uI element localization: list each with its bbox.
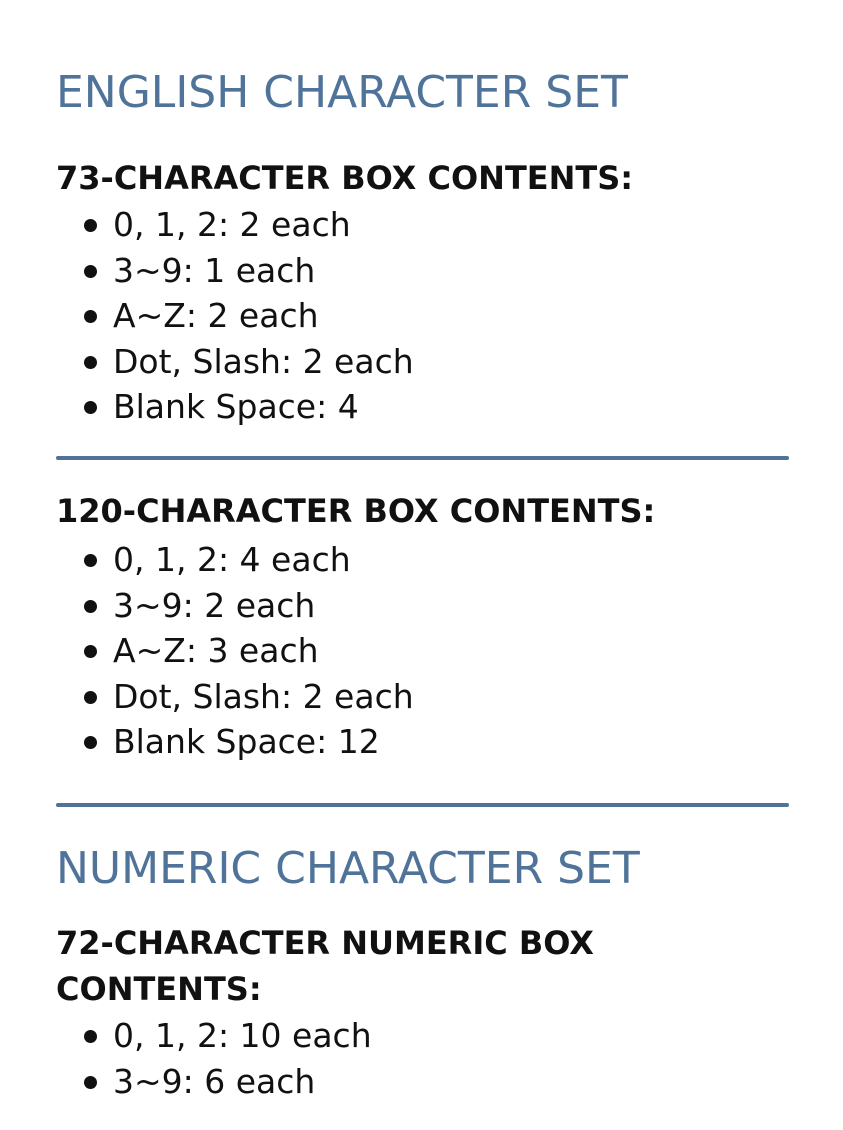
bullet-icon bbox=[84, 691, 97, 704]
numeric-set-title: NUMERIC CHARACTER SET bbox=[56, 843, 640, 894]
bullet-icon bbox=[84, 1030, 97, 1043]
bullet-icon bbox=[84, 219, 97, 232]
box72-heading-line2: CONTENTS: bbox=[56, 970, 262, 1008]
bullet-icon bbox=[84, 310, 97, 323]
box120-heading: 120-CHARACTER BOX CONTENTS: bbox=[56, 492, 656, 530]
bullet-icon bbox=[84, 736, 97, 749]
bullet-icon bbox=[84, 554, 97, 567]
box72-heading-line1: 72-CHARACTER NUMERIC BOX bbox=[56, 924, 594, 962]
bullet-icon bbox=[84, 645, 97, 658]
section-divider bbox=[56, 803, 789, 807]
bullet-icon bbox=[84, 600, 97, 613]
bullet-icon bbox=[84, 1076, 97, 1089]
character-set-document: ENGLISH CHARACTER SET 73-CHARACTER BOX CONTENTS: 0, 1, 2: 2 each 3~9: 1 each A~Z: 2 each Dot, Slash: 2 each Blank Space: 4 120-CHARACTER BOX CONTENTS: 0, 1, 2: 4 each 3~9: 2 each A~Z: 3 each Dot, Slash: 2 each Blank Space: 12 NUMERIC CHARACTER SET 72-CHARACTER NUMERIC BOX CONTENTS: 0, 1, 2: 10 each 3~9: 6 each bbox=[0, 0, 843, 1130]
section-divider bbox=[56, 456, 789, 460]
bullet-icon bbox=[84, 265, 97, 278]
bullet-icon bbox=[84, 356, 97, 369]
english-set-title: ENGLISH CHARACTER SET bbox=[56, 67, 628, 118]
bullet-icon bbox=[84, 401, 97, 414]
box73-heading: 73-CHARACTER BOX CONTENTS: bbox=[56, 159, 634, 197]
